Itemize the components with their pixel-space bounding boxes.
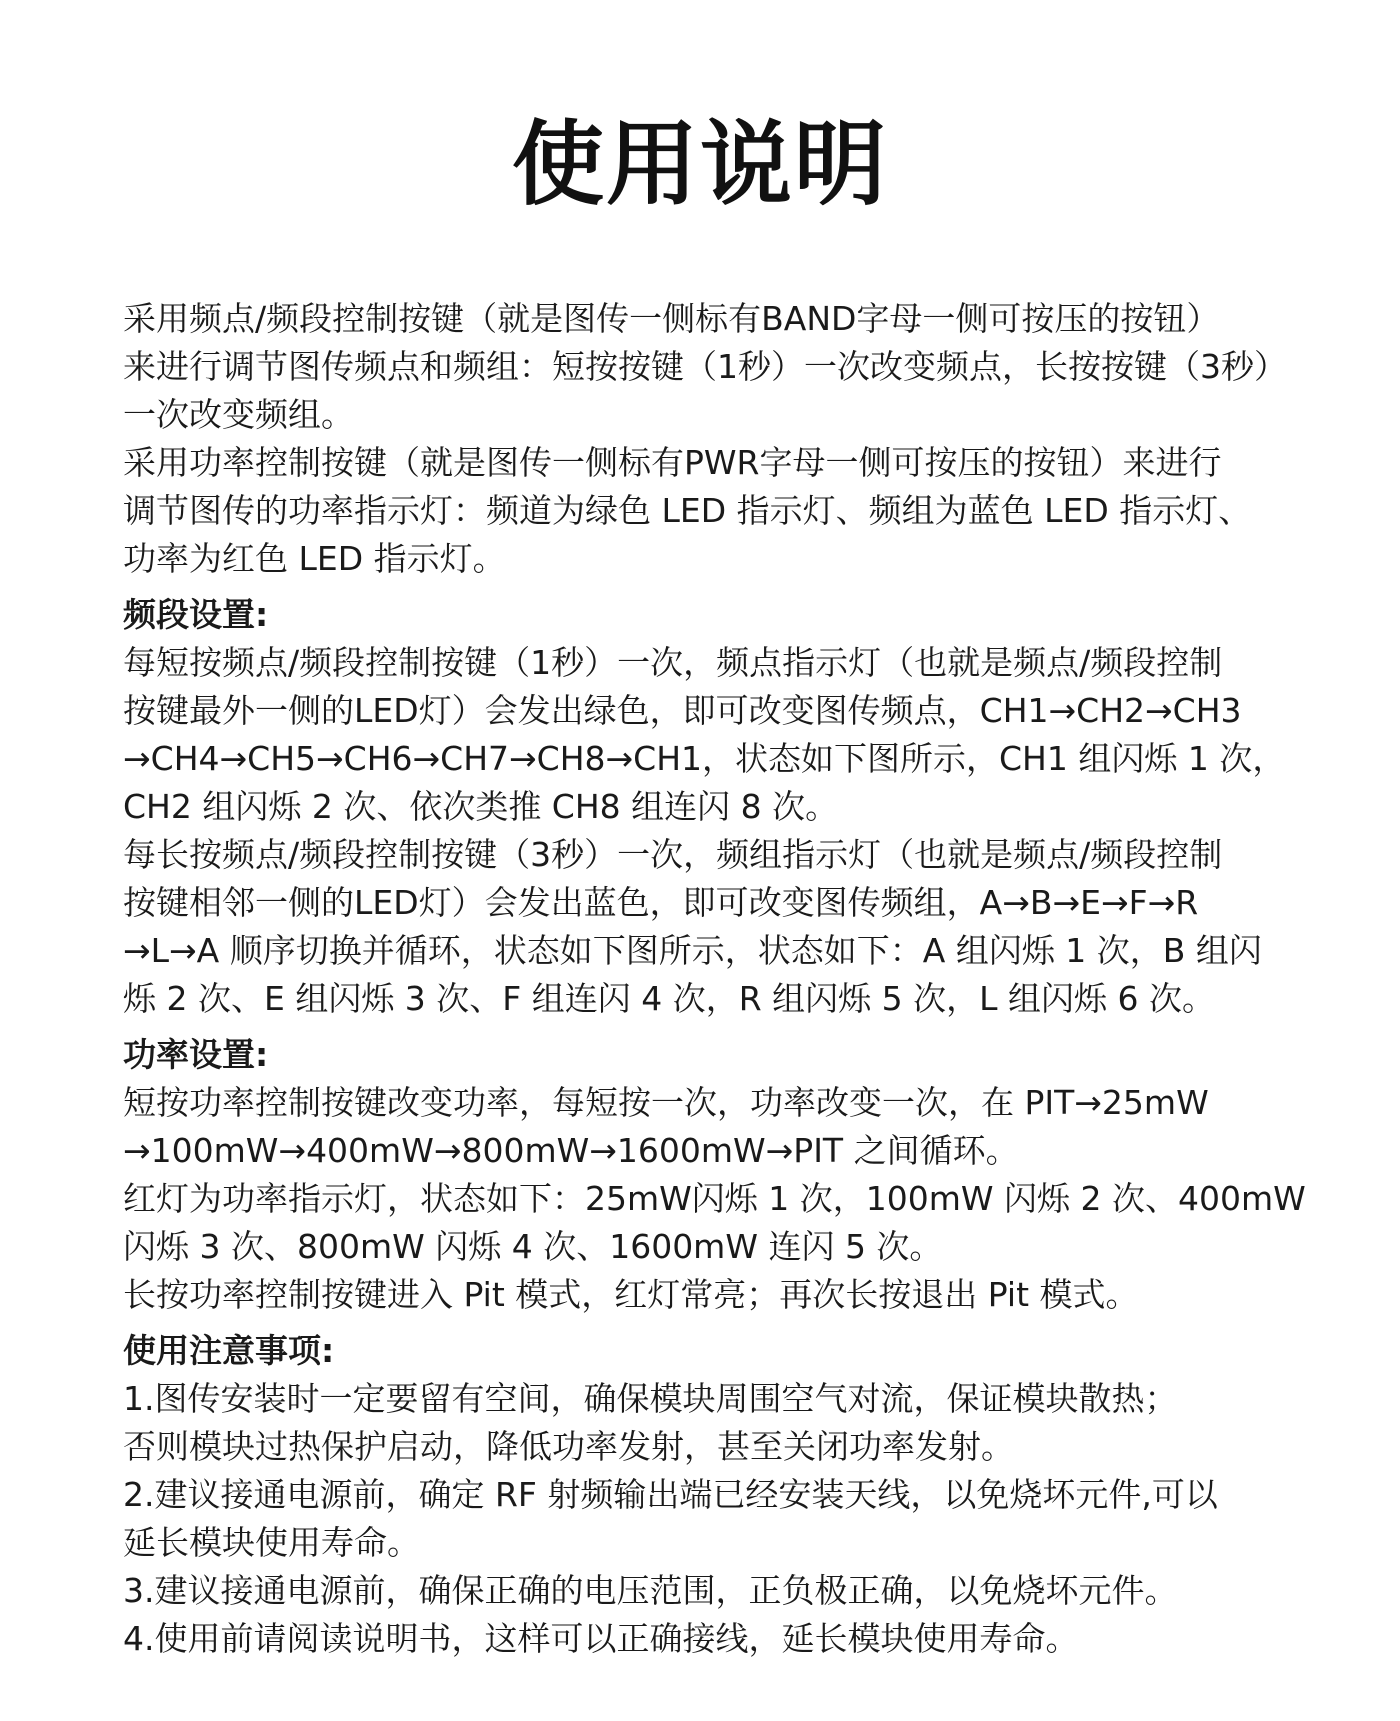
text-line: 每短按频点/频段控制按键（1秒）一次，频点指示灯（也就是频点/频段控制 (123, 643, 1223, 682)
text-line: 否则模块过热保护启动，降低功率发射，甚至关闭功率发射。 (123, 1427, 1014, 1466)
power-paragraph-pit-mode (123, 1271, 1373, 1319)
note-item-4 (123, 1615, 1373, 1663)
text-line: 调节图传的功率指示灯：频道为绿色 LED 指示灯、频组为蓝色 LED 指示灯、 (123, 491, 1252, 530)
text-line: CH2 组闪烁 2 次、依次类推 CH8 组连闪 8 次。 (123, 787, 839, 826)
page-title: 使用说明 (511, 111, 888, 218)
text-line: 1.图传安装时一定要留有空间，确保模块周围空气对流，保证模块散热； (123, 1379, 1178, 1418)
text-line: →L→A 顺序切换并循环，状态如下图所示，状态如下：A 组闪烁 1 次，B 组闪 (123, 931, 1262, 970)
text-line: 3.建议接通电源前，确保正确的电压范围，正负极正确，以免烧坏元件。 (123, 1571, 1178, 1610)
text-line: 功率为红色 LED 指示灯。 (123, 539, 506, 578)
band-paragraph-channel (123, 639, 1373, 831)
power-section (123, 1031, 1373, 1319)
power-section-heading: 功率设置: (123, 1035, 269, 1074)
text-line: 长按功率控制按键进入 Pit 模式，红灯常亮；再次长按退出 Pit 模式。 (123, 1275, 1139, 1314)
power-paragraph-indicator (123, 1175, 1373, 1271)
text-line: 烁 2 次、E 组闪烁 3 次、F 组连闪 4 次，R 组闪烁 5 次，L 组闪烁 6 次。 (123, 979, 1215, 1018)
band-paragraph-group (123, 831, 1373, 1023)
text-line: 红灯为功率指示灯，状态如下：25mW闪烁 1 次，100mW 闪烁 2 次、400mW (123, 1179, 1306, 1218)
text-line: 采用频点/频段控制按键（就是图传一侧标有BAND字母一侧可按压的按钮） (123, 299, 1220, 338)
note-item-1 (123, 1375, 1373, 1471)
text-line: →CH4→CH5→CH6→CH7→CH8→CH1，状态如下图所示，CH1 组闪烁 1 次， (123, 739, 1286, 778)
intro-section (123, 295, 1373, 583)
manual-body (123, 295, 1373, 1663)
notes-section (123, 1327, 1373, 1663)
text-line: →100mW→400mW→800mW→1600mW→PIT 之间循环。 (123, 1131, 1019, 1170)
text-line: 短按功率控制按键改变功率，每短按一次，功率改变一次，在 PIT→25mW (123, 1083, 1209, 1122)
text-line: 闪烁 3 次、800mW 闪烁 4 次、1600mW 连闪 5 次。 (123, 1227, 943, 1266)
band-section (123, 591, 1373, 1023)
intro-paragraph-power-key (123, 439, 1373, 583)
text-line: 来进行调节图传频点和频组：短按按键（1秒）一次改变频点，长按按键（3秒） (123, 347, 1287, 386)
text-line: 每长按频点/频段控制按键（3秒）一次，频组指示灯（也就是频点/频段控制 (123, 835, 1223, 874)
note-item-3 (123, 1567, 1373, 1615)
band-section-heading: 频段设置: (123, 595, 269, 634)
note-item-2 (123, 1471, 1373, 1567)
intro-paragraph-band-key (123, 295, 1373, 439)
text-line: 4.使用前请阅读说明书，这样可以正确接线，延长模块使用寿命。 (123, 1619, 1079, 1658)
text-line: 2.建议接通电源前，确定 RF 射频输出端已经安装天线，以免烧坏元件,可以 (123, 1475, 1218, 1514)
power-paragraph-cycle (123, 1079, 1373, 1175)
text-line: 按键相邻一侧的LED灯）会发出蓝色，即可改变图传频组，A→B→E→F→R (123, 883, 1199, 922)
text-line: 延长模块使用寿命。 (123, 1523, 420, 1562)
text-line: 一次改变频组。 (123, 395, 354, 434)
text-line: 按键最外一侧的LED灯）会发出绿色，即可改变图传频点，CH1→CH2→CH3 (123, 691, 1242, 730)
text-line: 采用功率控制按键（就是图传一侧标有PWR字母一侧可按压的按钮）来进行 (123, 443, 1222, 482)
notes-section-heading: 使用注意事项: (123, 1331, 335, 1370)
